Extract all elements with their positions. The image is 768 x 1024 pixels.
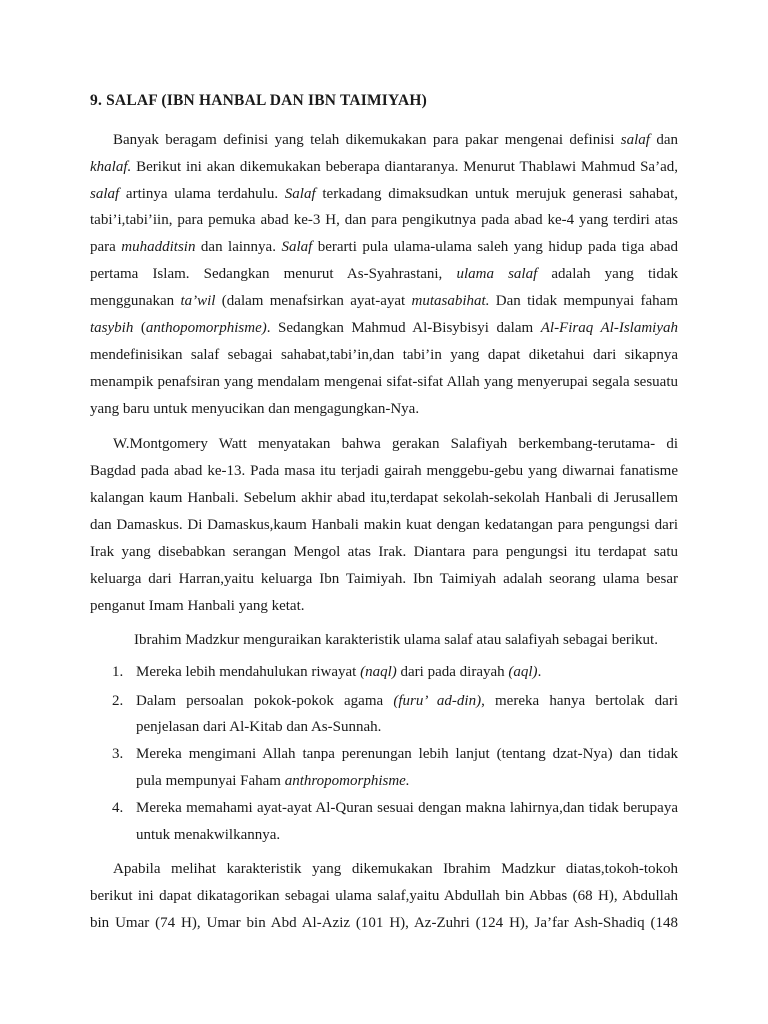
list-item: Mereka lebih mendahulukan riwayat (naql) dari pada dirayah (aql). <box>136 664 542 680</box>
paragraph-line: menggunakan ta’wil (dalam menafsirkan ayat-ayat mutasabihat. Dan tidak mempunyai faham <box>90 293 679 309</box>
list-number: 1. <box>112 664 124 680</box>
paragraph-line: Bagdad pada abad ke-13. Pada masa itu terjadi gairah menggebu-gebu yang diwarnai fanatisme <box>90 463 678 479</box>
paragraph-line: mendefinisikan salaf sebagai sahabat,tabi’in,dan tabi’in yang dapat diketahui dari sikapnya <box>90 347 678 363</box>
list-intro: Ibrahim Madzkur menguraikan karakteristik ulama salaf atau salafiyah sebagai berikut. <box>134 632 658 648</box>
paragraph-line: khalaf. Berikut ini akan dikemukakan beberapa diantaranya. Menurut Thablawi Mahmud Sa’ad, <box>90 159 678 175</box>
list-number: 4. <box>112 800 124 816</box>
list-number: 2. <box>112 693 124 709</box>
paragraph-line: keluarga dari Harran,yaitu keluarga Ibn Taimiyah. Ibn Taimiyah adalah seorang ulama besar <box>90 571 678 587</box>
paragraph-line: penganut Imam Hanbali yang ketat. <box>90 598 305 614</box>
paragraph-line: W.Montgomery Watt menyatakan bahwa gerakan Salafiyah berkembang-terutama- di <box>113 436 678 452</box>
paragraph-line: para muhadditsin dan lainnya. Salaf berarti pula ulama-ulama saleh yang hidup pada tiga abad <box>90 239 679 255</box>
list-item-continuation: pula mempunyai Faham anthropomorphisme. <box>136 773 410 789</box>
paragraph-line: tasybih (anthopomorphisme). Sedangkan Mahmud Al-Bisybisyi dalam Al-Firaq Al-Islamiyah <box>90 320 678 336</box>
list-item-continuation: penjelasan dari Al-Kitab dan As-Sunnah. <box>136 719 382 735</box>
list-number: 3. <box>112 746 124 762</box>
list-item-continuation: untuk menakwilkannya. <box>136 827 281 843</box>
paragraph-line: salaf artinya ulama terdahulu. Salaf terkadang dimaksudkan untuk merujuk generasi sahabat, <box>90 186 678 202</box>
paragraph-line: yang baru untuk menyucikan dan mengagungkan-Nya. <box>90 401 420 417</box>
paragraph-line: Banyak beragam definisi yang telah dikemukakan para pakar mengenai definisi salaf dan <box>113 132 678 148</box>
paragraph-line: kalangan kaum Hanbali. Sebelum akhir abad itu,terdapat sekolah-sekolah Hanbali di Jerusallem <box>90 490 678 506</box>
paragraph-line: tabi’i,tabi’iin, para pemuka abad ke-3 H, dan para pengikutnya pada abad ke-4 yang terdiri atas <box>90 212 678 228</box>
paragraph-line: menampik penafsiran yang mendalam mengenai sifat-sifat Allah yang menyerupai segala sesuatu <box>90 374 678 390</box>
paragraph-line: Irak yang disebabkan serangan Mengol atas Irak. Diantara para pengungsi itu terdapat satu <box>90 544 678 560</box>
section-heading: 9. SALAF (IBN HANBAL DAN IBN TAIMIYAH) <box>90 92 428 109</box>
paragraph-line: berikut ini dapat dikatagorikan sebagai ulama salaf,yaitu Abdullah bin Abbas (68 H), Abdullah <box>90 888 678 904</box>
list-item: Dalam persoalan pokok-pokok agama (furu’ ad-din), mereka hanya bertolak dari <box>136 693 679 709</box>
paragraph-line: dan Damaskus. Di Damaskus,kaum Hanbali makin kuat dengan kedatangan para pengungsi dari <box>90 517 678 533</box>
list-item: Mereka memahami ayat-ayat Al-Quran sesuai dengan makna lahirnya,dan tidak berupaya <box>136 800 678 816</box>
paragraph-line: bin Umar (74 H), Umar bin Abd Al-Aziz (101 H), Az-Zuhri (124 H), Ja’far Ash-Shadiq (148 <box>90 915 678 931</box>
paragraph-line: Apabila melihat karakteristik yang dikemukakan Ibrahim Madzkur diatas,tokoh-tokoh <box>113 861 678 877</box>
paragraph-line: pertama Islam. Sedangkan menurut As-Syahrastani, ulama salaf adalah yang tidak <box>90 266 678 282</box>
list-item: Mereka mengimani Allah tanpa perenungan lebih lanjut (tentang dzat-Nya) dan tidak <box>136 746 678 762</box>
